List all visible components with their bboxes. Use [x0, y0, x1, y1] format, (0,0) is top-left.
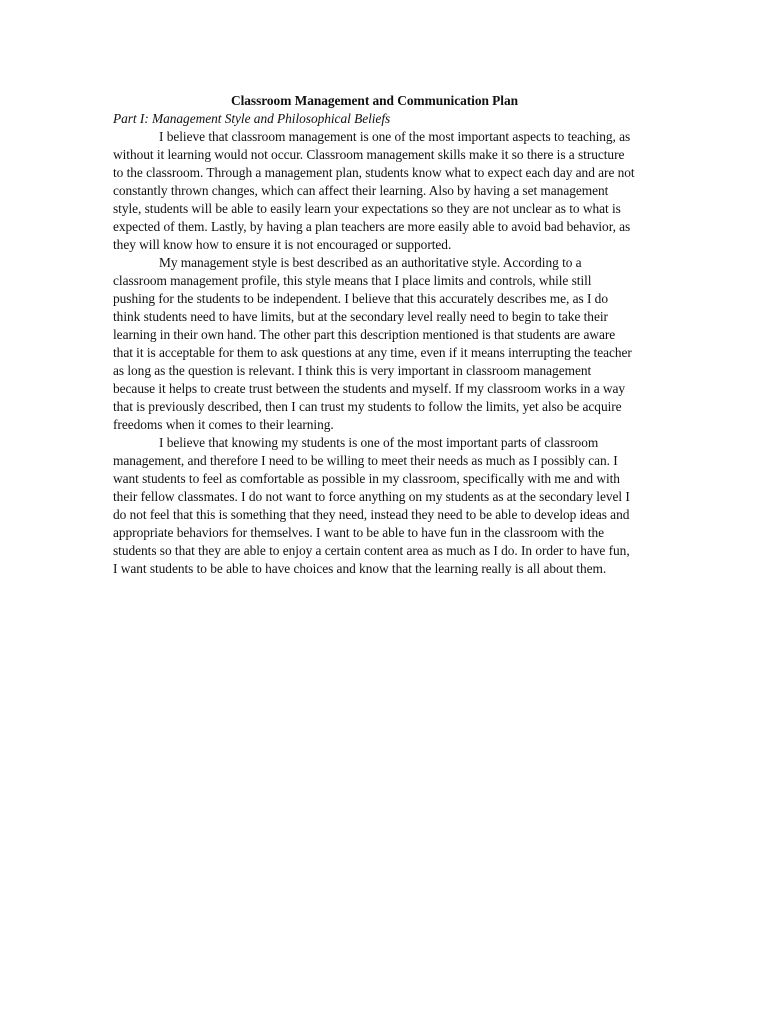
document-body [113, 92, 636, 578]
paragraph-2: My management style is best described as an authoritative style. According to a classroom management profile, this style means that I place limits and controls, while still pushing for the students to be independent. I believe that this accurately describes me, as I do think students need to have limits, but at the secondary level really need to begin to take their learning in their own hand. The other part this description mentioned is that students are aware that it is acceptable for them to ask questions at any time, even if it means interrupting the teacher as long as the question is relevant. I think this is very important in classroom management because it helps to create trust between the students and myself. If my classroom works in a way that is previously described, then I can trust my students to follow the limits, yet also be acquire freedoms when it comes to their learning. [113, 255, 632, 432]
section-heading: Part I: Management Style and Philosophical Beliefs [113, 111, 391, 126]
document-title: Classroom Management and Communication Plan [231, 93, 518, 108]
paragraph-3: I believe that knowing my students is one of the most important parts of classroom management, and therefore I need to be willing to meet their needs as much as I possibly can. I want students to feel as comfortable as possible in my classroom, specifically with me and with their fellow classmates. I do not want to force anything on my students as at the secondary level I do not feel that this is something that they need, instead they need to be able to develop ideas and appropriate behaviors for themselves. I want to be able to have fun in the classroom with the students so that they are able to enjoy a certain content area as much as I do. In order to have fun, I want students to be able to have choices and know that the learning really is all about them. [113, 435, 630, 576]
paragraph-1: I believe that classroom management is one of the most important aspects to teaching, as without it learning would not occur. Classroom management skills make it so there is a structure to the classroom. Through a management plan, students know what to expect each day and are not constantly thrown changes, which can affect their learning. Also by having a set management style, students will be able to easily learn your expectations so they are not unclear as to what is expected of them. Lastly, by having a plan teachers are more easily able to avoid bad behavior, as they will know how to ensure it is not encouraged or supported. [113, 129, 635, 252]
